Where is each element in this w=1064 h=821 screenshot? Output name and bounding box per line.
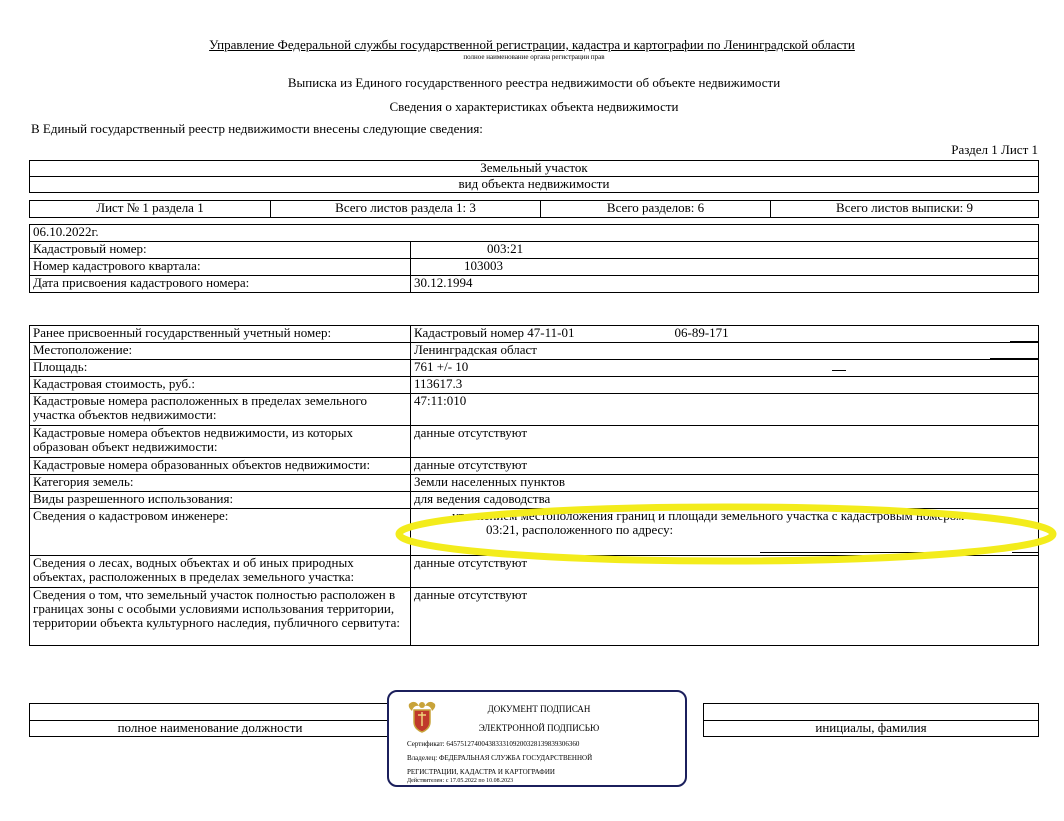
redaction-line xyxy=(990,358,1038,359)
detail-label: Сведения о том, что земельный участок полностью расположен в границах зоны с особыми условиями использования территории, территории объекта культурного наследия, публичного сервитута: xyxy=(29,587,411,646)
object-type: Земельный участок xyxy=(29,160,1039,177)
detail-label: Виды разрешенного использования: xyxy=(29,491,411,509)
detail-value: Ленинградская област xyxy=(410,342,1039,360)
sheets-in-section: Всего листов раздела 1: 3 xyxy=(270,200,541,218)
position-caption: полное наименование должности xyxy=(29,720,391,737)
detail-value: Кадастровый номер 47-11-01 06-89-171 xyxy=(410,325,1039,343)
sheet-number: Лист № 1 раздела 1 xyxy=(29,200,271,218)
section-sheet-label: Раздел 1 Лист 1 xyxy=(951,142,1038,157)
detail-label: Площадь: xyxy=(29,359,411,377)
detail-value: уточнением местоположения границ и площади земельного участка с кадастровым номером 03:21, расположенного по адресу: xyxy=(410,508,1039,556)
stamp-line1: ДОКУМЕНТ ПОДПИСАН xyxy=(487,704,591,714)
detail-value: данные отсутствуют xyxy=(410,425,1039,458)
detail-value: данные отсутствуют xyxy=(410,457,1039,475)
detail-label: Кадастровая стоимость, руб.: xyxy=(29,376,411,394)
intro-text: В Единый государственный реестр недвижимости внесены следующие сведения: xyxy=(31,121,483,136)
section-title: Сведения о характеристиках объекта недвижимости xyxy=(389,99,679,114)
detail-value: 761 +/- 10 xyxy=(410,359,1039,377)
detail-label: Сведения о лесах, водных объектах и об иных природных объектах, расположенных в пределах земельного участка: xyxy=(29,555,411,588)
detail-label: Сведения о кадастровом инженере: xyxy=(29,508,411,556)
stamp-line2: ЭЛЕКТРОННОЙ ПОДПИСЬЮ xyxy=(478,723,600,733)
stamp-owner2: РЕГИСТРАЦИИ, КАДАСТРА И КАРТОГРАФИИ xyxy=(407,768,555,776)
organ-caption: полное наименование органа регистрации прав xyxy=(463,53,605,61)
stamp-certificate: Сертификат: 6457512740043833310920032813983930636​0 xyxy=(407,740,580,748)
detail-label: Категория земель: xyxy=(29,474,411,492)
sections-total: Всего разделов: 6 xyxy=(540,200,771,218)
stamp-validity: Действителен: с 17.05.2022 по 10.08.2023 xyxy=(407,778,514,784)
detail-value: 113617.3 xyxy=(410,376,1039,394)
quarter-label: Номер кадастрового квартала: xyxy=(29,258,411,276)
assign-date-label: Дата присвоения кадастрового номера: xyxy=(29,275,411,293)
detail-label: Кадастровые номера образованных объектов недвижимости: xyxy=(29,457,411,475)
assign-date-value: 30.12.1994 xyxy=(410,275,1039,293)
detail-value: для ведения садоводства xyxy=(410,491,1039,509)
detail-value: Земли населенных пунктов xyxy=(410,474,1039,492)
e-signature-stamp xyxy=(387,690,687,787)
object-type-caption: вид объекта недвижимости xyxy=(29,176,1039,193)
cadastral-number-label: Кадастровый номер: xyxy=(29,241,411,259)
position-box xyxy=(29,703,391,721)
detail-label: Местоположение: xyxy=(29,342,411,360)
detail-label: Ранее присвоенный государственный учетный номер: xyxy=(29,325,411,343)
organ-name: Управление Федеральной службы государственной регистрации, кадастра и картографии по Ленинградской области xyxy=(209,37,855,52)
statement-date: 06.10.2022г. xyxy=(29,224,1039,242)
redaction-line xyxy=(832,370,846,371)
initials-caption: инициалы, фамилия xyxy=(703,720,1039,737)
detail-value: 47:11:010 xyxy=(410,393,1039,426)
redaction-line xyxy=(1010,341,1038,342)
stamp-owner1: Владелец: ФЕДЕРАЛЬНАЯ СЛУЖБА ГОСУДАРСТВЕННОЙ xyxy=(407,754,593,762)
detail-value: данные отсутствуют xyxy=(410,587,1039,646)
cadastral-number-value: 003:21 xyxy=(410,241,1039,259)
sheets-total: Всего листов выписки: 9 xyxy=(770,200,1039,218)
coat-of-arms-icon xyxy=(405,698,439,734)
quarter-value: 103003 xyxy=(410,258,1039,276)
initials-box xyxy=(703,703,1039,721)
detail-label: Кадастровые номера расположенных в пределах земельного участка объектов недвижимости: xyxy=(29,393,411,426)
highlight-ellipse xyxy=(390,498,1064,570)
detail-label: Кадастровые номера объектов недвижимости, из которых образован объект недвижимости: xyxy=(29,425,411,458)
detail-value: данные отсутствуют xyxy=(410,555,1039,588)
doc-title: Выписка из Единого государственного реестра недвижимости об объекте недвижимости xyxy=(287,75,781,90)
